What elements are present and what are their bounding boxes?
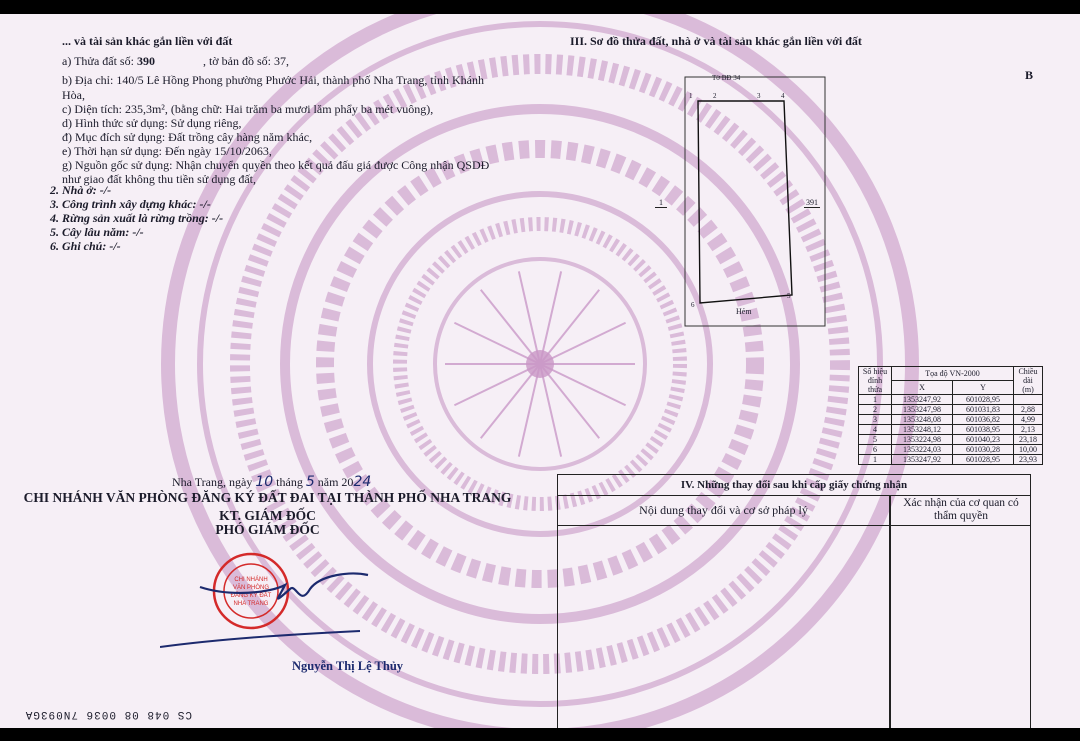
parcel-number-label: a) Thửa đất số: — [62, 54, 137, 68]
serial-number: CS 048 08 0036 7N093GA — [24, 708, 192, 720]
col-x-header: X — [892, 381, 953, 395]
coord-cell-pt: 6 — [859, 445, 892, 455]
day-handwritten: 10 — [255, 474, 274, 490]
coord-row — [859, 395, 1043, 405]
corner-mark: B — [1025, 68, 1034, 82]
coord-row — [859, 435, 1043, 445]
use-form-line: d) Hình thức sử dụng: Sử dụng riêng, — [62, 116, 242, 130]
coord-row — [859, 405, 1043, 415]
origin-line: g) Nguồn gốc sử dụng: Nhận chuyển quyền theo kết quả đấu giá được Công nhận QSDĐ — [62, 158, 490, 172]
coord-row — [859, 455, 1043, 465]
signer-title-2: PHÓ GIÁM ĐỐC — [215, 522, 320, 537]
use-purpose-line: đ) Mục đích sử dụng: Đất trồng cây hàng năm khác, — [62, 130, 313, 144]
vertex-1: 1 — [689, 92, 693, 100]
use-term-line: e) Thời hạn sử dụng: Đến ngày 15/10/2063, — [62, 144, 272, 158]
parcel-outline — [698, 101, 792, 303]
parcel-number-value: 390 — [136, 54, 155, 68]
signer-name: Nguyễn Thị Lệ Thủy — [292, 659, 404, 673]
section-perennial: 5. Cây lâu năm: -/- — [50, 225, 144, 239]
coord-cell-len: 2,88 — [1014, 405, 1043, 415]
coord-cell-len: 10,00 — [1014, 445, 1043, 455]
coord-cell-pt: 2 — [859, 405, 892, 415]
map-sheet-text: , tờ bản đồ số: 37, — [202, 54, 289, 68]
coord-cell-x: 1353224,03 — [892, 445, 953, 455]
vertex-5: 5 — [787, 292, 791, 300]
changes-title: IV. Những thay đổi sau khi cấp giấy chứng nhận — [558, 475, 1030, 496]
coord-cell-x: 1353248,12 — [892, 425, 953, 435]
coord-cell-x: 1353247,98 — [892, 405, 953, 415]
coord-cell-pt: 4 — [859, 425, 892, 435]
changes-col-content: Nội dung thay đổi và cơ sở pháp lý — [639, 503, 808, 517]
office-name: CHI NHÁNH VĂN PHÒNG ĐĂNG KÝ ĐẤT ĐAI TẠI THÀNH PHỐ NHA TRANG — [23, 490, 512, 505]
coord-cell-len: 23,93 — [1014, 455, 1043, 465]
year-handwritten: 24 — [353, 474, 372, 490]
sheet-label: Tờ BĐ 34 — [712, 74, 741, 82]
svg-text:NHA TRANG: NHA TRANG — [233, 601, 269, 607]
coord-cell-len — [1014, 395, 1043, 405]
coord-cell-y: 601038,95 — [953, 425, 1014, 435]
vertex-2: 2 — [713, 92, 717, 100]
coord-cell-y: 601028,95 — [953, 395, 1014, 405]
vertex-6: 6 — [691, 301, 695, 309]
alley-label: Hẻm — [736, 307, 752, 316]
coord-cell-len: 2,13 — [1014, 425, 1043, 435]
col-coord-header: Tọa độ VN-2000 — [892, 367, 1014, 381]
vertex-3: 3 — [757, 92, 761, 100]
left-header: ... và tài sản khác gắn liền với đất — [62, 34, 233, 48]
coord-cell-len: 4,99 — [1014, 415, 1043, 425]
section-forest: 4. Rừng sản xuất là rừng trồng: -/- — [50, 211, 224, 225]
coord-cell-pt: 1 — [859, 395, 892, 405]
coord-cell-y: 601028,95 — [953, 455, 1014, 465]
col-length-header: Chiều dài (m) — [1014, 367, 1043, 395]
section-notes: 6. Ghi chú: -/- — [50, 239, 121, 253]
coord-cell-y: 601030,28 — [953, 445, 1014, 455]
section-house: 2. Nhà ở: -/- — [50, 183, 112, 197]
coordinates-table — [858, 366, 1043, 465]
coord-cell-y: 601040,23 — [953, 435, 1014, 445]
certificate-sheet — [0, 14, 1080, 728]
changes-col-confirmation: Xác nhận của cơ quan có thẩm quyền — [903, 497, 1019, 522]
address-line: b) Địa chỉ: 140/5 Lê Hồng Phong phường Phước Hải, thành phố Nha Trang, tỉnh Khánh — [62, 73, 484, 87]
coord-row — [859, 425, 1043, 435]
left-neighbor: 1 — [655, 198, 667, 208]
right-neighbor: 391 — [806, 198, 818, 207]
signer-title-1: KT. GIÁM ĐỐC — [219, 508, 316, 523]
coord-cell-len: 23,18 — [1014, 435, 1043, 445]
svg-text:VĂN PHÒNG: VĂN PHÒNG — [232, 585, 270, 591]
vertex-4: 4 — [781, 92, 785, 100]
address-line-2: Hòa, — [62, 88, 85, 102]
coord-cell-x: 1353248,08 — [892, 415, 953, 425]
coord-row — [859, 415, 1043, 425]
coord-row — [859, 445, 1043, 455]
origin-line-2: như giao đất không thu tiền sử dụng đất, — [62, 172, 256, 186]
month-handwritten: 5 — [305, 474, 315, 490]
coord-cell-x: 1353224,98 — [892, 435, 953, 445]
changes-section — [557, 474, 1031, 728]
coord-cell-y: 601036,82 — [953, 415, 1014, 425]
issue-date: Nha Trang, ngày 10 tháng 5 năm 2024 — [172, 474, 372, 490]
svg-text:CHI NHÁNH: CHI NHÁNH — [234, 577, 268, 583]
coord-cell-y: 601031,83 — [953, 405, 1014, 415]
area-line: c) Diện tích: 235,3m², (bằng chữ: Hai trăm ba mươi lăm phẩy ba mét vuông), — [62, 102, 434, 116]
svg-text:ĐĂNG KÝ ĐẤT: ĐĂNG KÝ ĐẤT — [230, 593, 272, 599]
right-header: III. Sơ đồ thửa đất, nhà ở và tài sản khác gắn liền với đất — [570, 34, 862, 48]
col-point-header: Số hiệu đỉnh thửa — [859, 367, 892, 395]
coord-cell-x: 1353247,92 — [892, 455, 953, 465]
coord-cell-pt: 1 — [859, 455, 892, 465]
section-other-construction: 3. Công trình xây dựng khác: -/- — [50, 197, 211, 211]
coord-cell-pt: 5 — [859, 435, 892, 445]
coord-cell-x: 1353247,92 — [892, 395, 953, 405]
col-y-header: Y — [953, 381, 1014, 395]
coord-cell-pt: 3 — [859, 415, 892, 425]
